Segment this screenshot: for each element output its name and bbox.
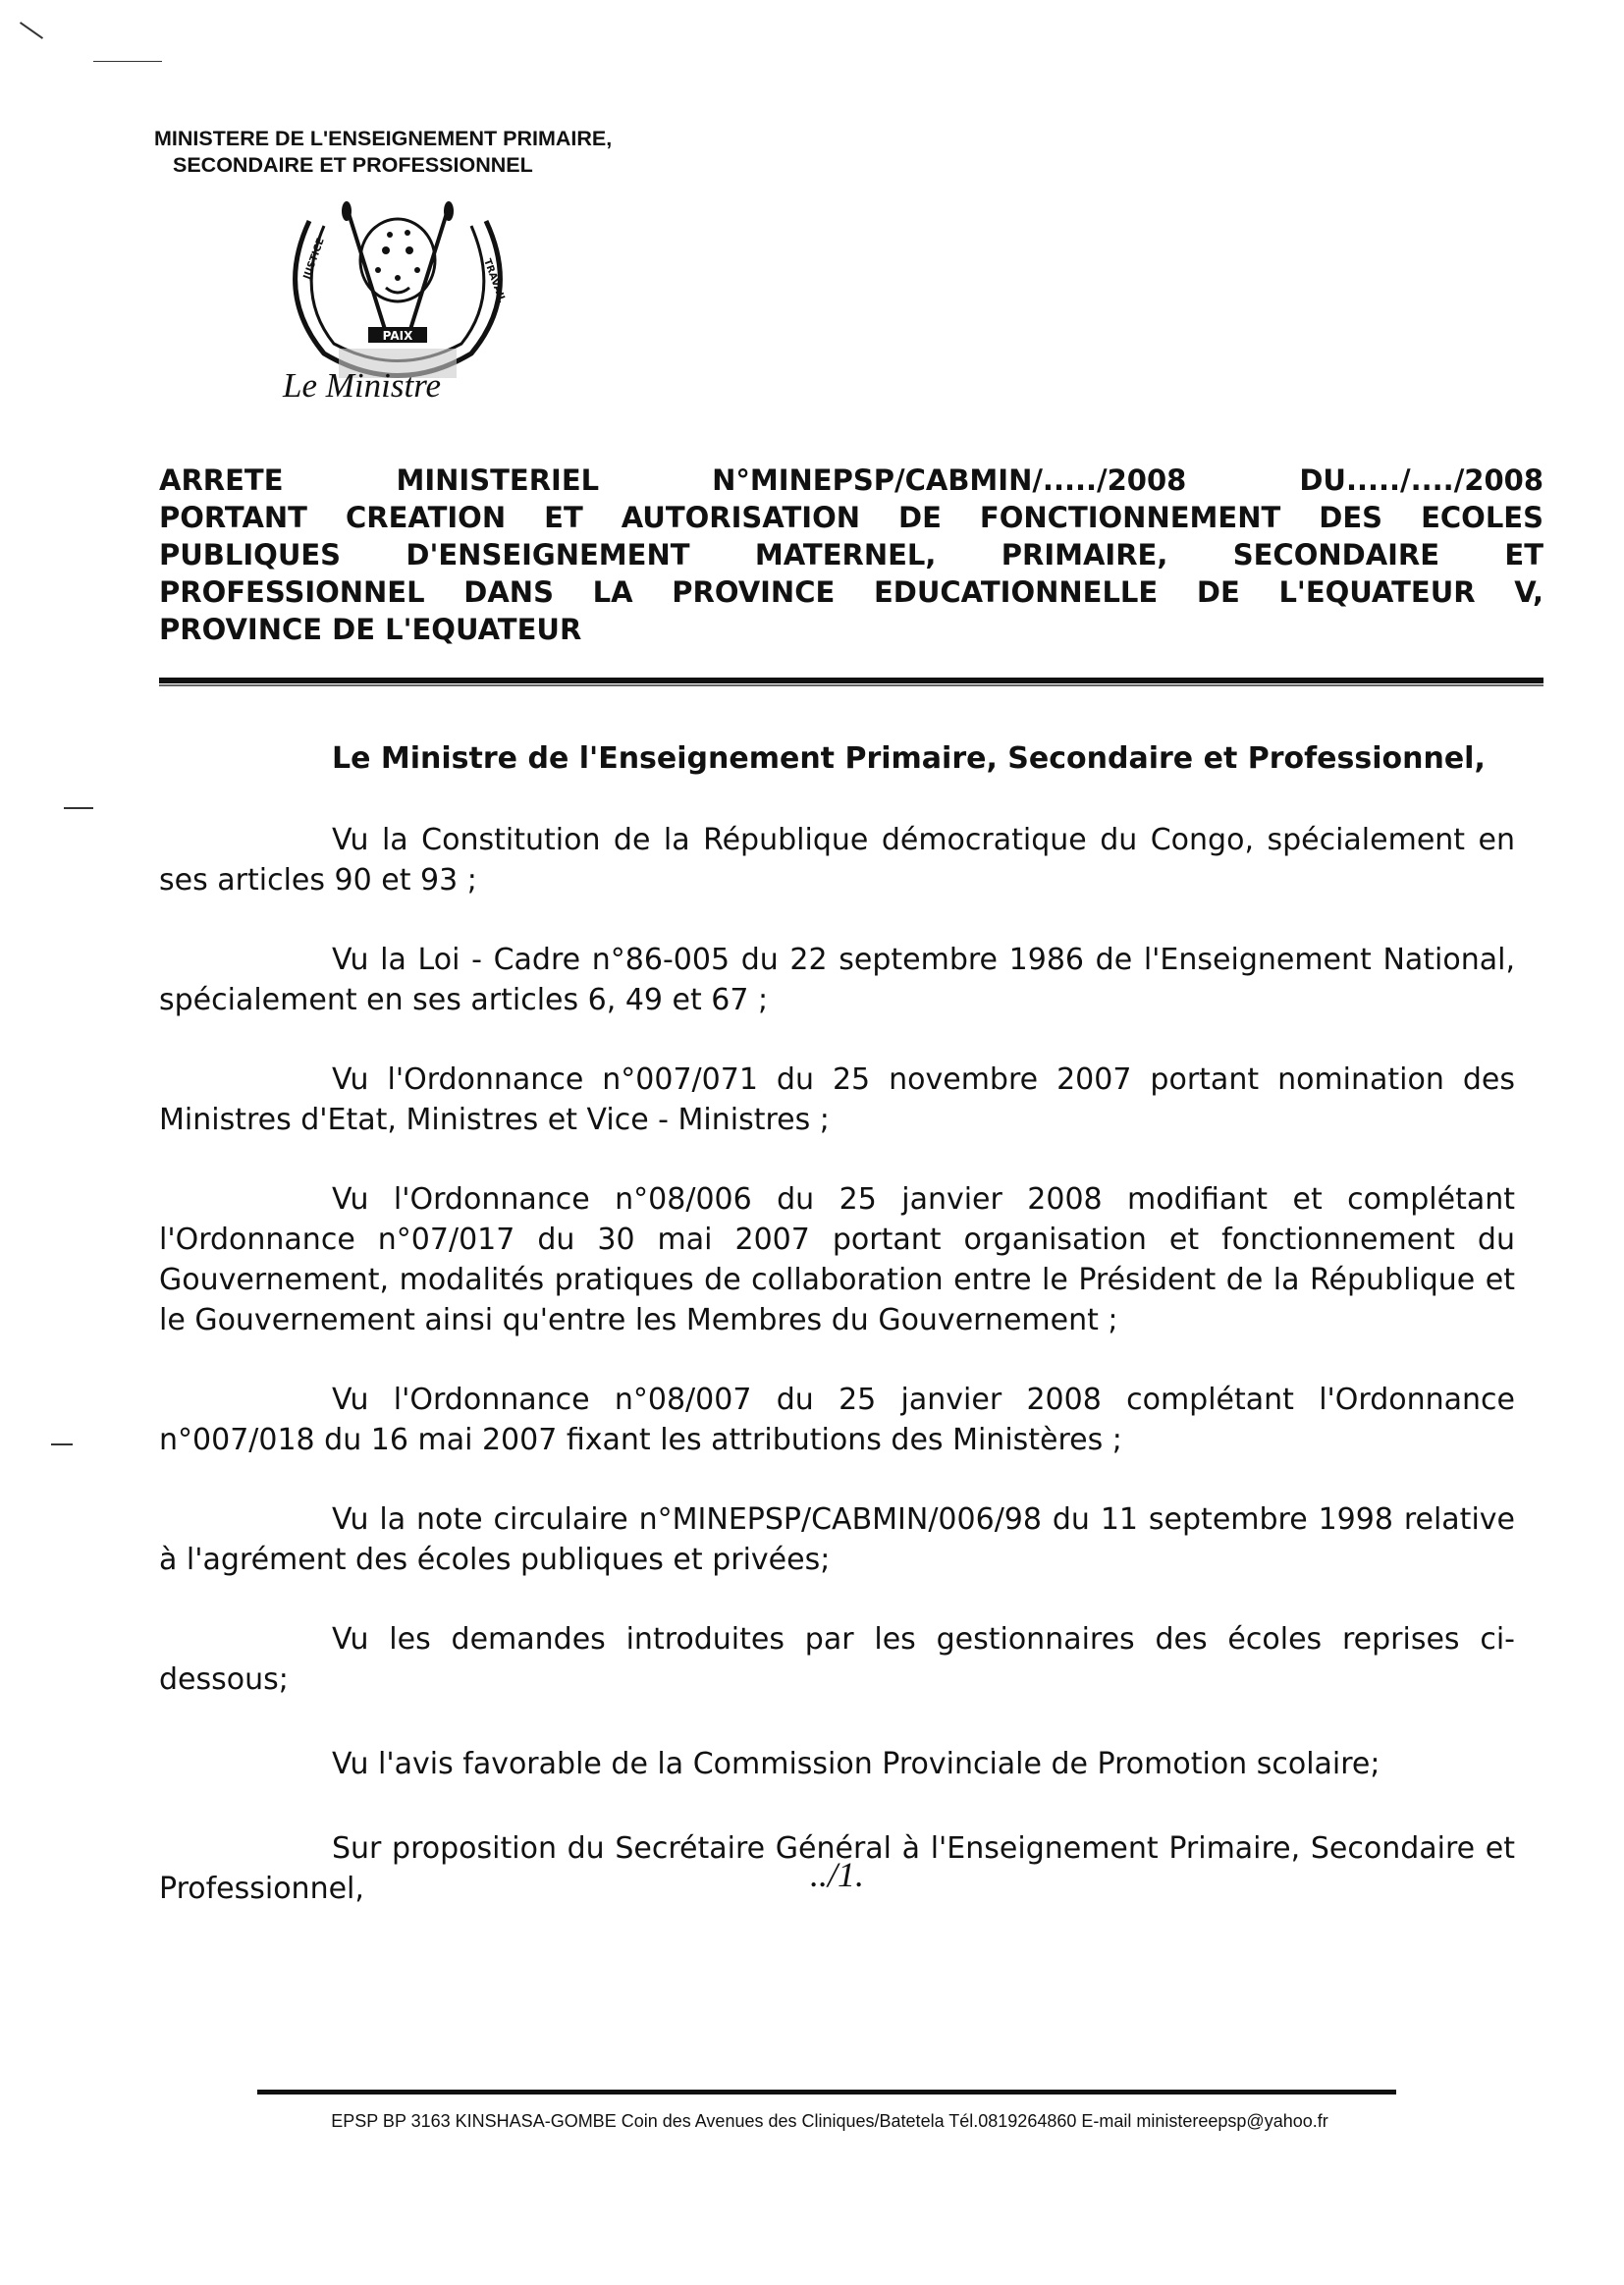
recital-paragraph: Vu l'Ordonnance n°007/071 du 25 novembre 2007 portant nomination des Ministres d'Etat, Ministres et Vice - Ministres ; (159, 1062, 1515, 1137)
title-line-2: PORTANT CREATION ET AUTORISATION DE FONCTIONNEMENT DES ECOLES (159, 501, 1543, 534)
scan-artifact (51, 1443, 73, 1445)
decree-title (159, 462, 1543, 648)
footer-address: EPSP BP 3163 KINSHASA-GOMBE Coin des Avenues des Cliniques/Batetela Tél.0819264860 E-mail ministereepsp@yahoo.fr (331, 2111, 1328, 2131)
recital-paragraph: Vu la note circulaire n°MINEPSP/CABMIN/006/98 du 11 septembre 1998 relative à l'agrément des écoles publiques et privées; (159, 1502, 1515, 1577)
scan-artifact (93, 61, 162, 62)
recital-paragraph: Vu l'avis favorable de la Commission Provinciale de Promotion scolaire; (332, 1747, 1380, 1781)
title-line-5: PROVINCE DE L'EQUATEUR (159, 613, 582, 646)
ministry-line-2: SECONDAIRE ET PROFESSIONNEL (173, 153, 533, 177)
scan-artifact (20, 22, 43, 39)
recital-paragraph: Vu l'Ordonnance n°08/006 du 25 janvier 2008 modifiant et complétant l'Ordonnance n°07/017 du 30 mai 2007 portant organisation et fonctionnement du Gouvernement, modalités pratiques de collaboration entre le Président de la République et le Gouvernement ainsi qu'entre les Membres du Gouvernement ; (159, 1182, 1515, 1337)
page-continuation-mark: ../1. (810, 1855, 865, 1894)
title-divider-thin (159, 684, 1543, 686)
minister-intro: Le Ministre de l'Enseignement Primaire, Secondaire et Professionnel, (332, 741, 1486, 776)
recital-paragraph: Vu l'Ordonnance n°08/007 du 25 janvier 2008 complétant l'Ordonnance n°007/018 du 16 mai 2007 fixant les attributions des Ministères ; (159, 1383, 1515, 1457)
title-divider (159, 678, 1543, 683)
title-line-3: PUBLIQUES D'ENSEIGNEMENT MATERNEL, PRIMAIRE, SECONDAIRE ET (159, 538, 1543, 571)
footer-divider (257, 2090, 1396, 2095)
recital-paragraph: Vu la Constitution de la République démocratique du Congo, spécialement en ses articles 90 et 93 ; (159, 823, 1515, 898)
recital-paragraph: Vu la Loi - Cadre n°86-005 du 22 septembre 1986 de l'Enseignement National, spécialement en ses articles 6, 49 et 67 ; (159, 943, 1515, 1017)
decree-body (159, 738, 1515, 1948)
emblem-motto-center: PAIX (382, 329, 413, 343)
scan-artifact (64, 807, 93, 809)
title-line-4: PROFESSIONNEL DANS LA PROVINCE EDUCATIONNELLE DE L'EQUATEUR V, (159, 575, 1543, 609)
recital-paragraph: Sur proposition du Secrétaire Général à l'Enseignement Primaire, Secondaire et Professionnel, (159, 1831, 1515, 1906)
ministry-heading (154, 126, 612, 179)
ministry-line-1: MINISTERE DE L'ENSEIGNEMENT PRIMAIRE, (154, 127, 613, 150)
minister-signature-label: Le Ministre (283, 366, 442, 405)
coat-of-arms-emblem (270, 201, 525, 388)
recital-paragraph: Vu les demandes introduites par les gestionnaires des écoles reprises ci-dessous; (159, 1622, 1515, 1697)
title-line-1: ARRETE MINISTERIEL N°MINEPSP/CABMIN/...../2008 DU...../..../2008 (159, 463, 1543, 497)
emblem-motto-right: TRAVAIL (481, 257, 508, 304)
emblem-motto-left: JUSTICE (301, 237, 327, 282)
